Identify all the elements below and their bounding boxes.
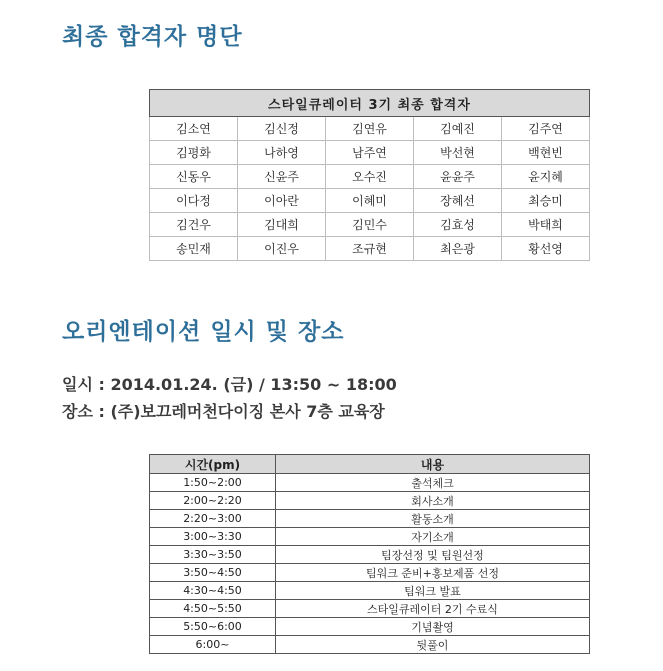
schedule-time: 5:50~6:00 <box>150 618 276 636</box>
schedule-content: 활동소개 <box>276 510 590 528</box>
finalist-name: 오수진 <box>326 165 414 189</box>
finalist-name: 남주연 <box>326 141 414 165</box>
schedule-content: 팀워크 준비+홍보제품 선정 <box>276 564 590 582</box>
table-row <box>150 237 590 261</box>
table-row <box>150 213 590 237</box>
finalist-name: 이진우 <box>238 237 326 261</box>
orientation-place: 장소 : (주)보끄레머천다이징 본사 7층 교육장 <box>62 402 385 421</box>
table-row <box>150 165 590 189</box>
finalist-name: 김신정 <box>238 117 326 141</box>
finalist-name: 김평화 <box>150 141 238 165</box>
table-row <box>150 510 590 528</box>
schedule-content: 회사소개 <box>276 492 590 510</box>
table-row <box>150 141 590 165</box>
finalist-name: 장혜선 <box>414 189 502 213</box>
table-row <box>150 600 590 618</box>
table-row <box>150 636 590 654</box>
schedule-header-time: 시간(pm) <box>150 455 276 474</box>
finalist-name: 나하영 <box>238 141 326 165</box>
finalist-name: 김소연 <box>150 117 238 141</box>
schedule-time: 6:00~ <box>150 636 276 654</box>
finalist-name: 김건우 <box>150 213 238 237</box>
finalist-name: 박태희 <box>502 213 590 237</box>
table-row <box>150 546 590 564</box>
finalist-name: 윤지혜 <box>502 165 590 189</box>
orientation-date: 일시 : 2014.01.24. (금) / 13:50 ~ 18:00 <box>62 375 397 394</box>
finalist-name: 이혜미 <box>326 189 414 213</box>
finalist-name: 최승미 <box>502 189 590 213</box>
schedule-time: 4:50~5:50 <box>150 600 276 618</box>
finalist-name: 윤윤주 <box>414 165 502 189</box>
table-row <box>150 618 590 636</box>
finalist-name: 김효성 <box>414 213 502 237</box>
schedule-time: 3:00~3:30 <box>150 528 276 546</box>
finalists-table <box>149 89 590 261</box>
schedule-time: 3:30~3:50 <box>150 546 276 564</box>
finalist-name: 황선영 <box>502 237 590 261</box>
finalist-name: 김예진 <box>414 117 502 141</box>
finalist-name: 신윤주 <box>238 165 326 189</box>
schedule-time: 3:50~4:50 <box>150 564 276 582</box>
table-row <box>150 492 590 510</box>
finalists-table-header: 스타일큐레이터 3기 최종 합격자 <box>150 90 590 117</box>
schedule-content: 스타일큐레이터 2기 수료식 <box>276 600 590 618</box>
table-row <box>150 528 590 546</box>
finalist-name: 백현빈 <box>502 141 590 165</box>
schedule-content: 팀장선정 및 팀원선정 <box>276 546 590 564</box>
finalist-name: 최은광 <box>414 237 502 261</box>
finalist-name: 송민재 <box>150 237 238 261</box>
table-row <box>150 582 590 600</box>
schedule-content: 기념촬영 <box>276 618 590 636</box>
table-row <box>150 117 590 141</box>
finalist-name: 김민수 <box>326 213 414 237</box>
table-row <box>150 474 590 492</box>
finalist-name: 김대희 <box>238 213 326 237</box>
finalist-name: 박선현 <box>414 141 502 165</box>
section-title-finalists: 최종 합격자 명단 <box>62 24 243 50</box>
table-row <box>150 564 590 582</box>
section-title-orientation: 오리엔테이션 일시 및 장소 <box>62 319 345 345</box>
finalist-name: 신동우 <box>150 165 238 189</box>
schedule-table <box>149 454 590 654</box>
schedule-time: 4:30~4:50 <box>150 582 276 600</box>
schedule-content: 출석체크 <box>276 474 590 492</box>
table-row <box>150 189 590 213</box>
schedule-content: 팀워크 발표 <box>276 582 590 600</box>
schedule-header-content: 내용 <box>276 455 590 474</box>
finalist-name: 이아란 <box>238 189 326 213</box>
schedule-content: 자기소개 <box>276 528 590 546</box>
schedule-time: 2:20~3:00 <box>150 510 276 528</box>
finalist-name: 조규현 <box>326 237 414 261</box>
schedule-time: 2:00~2:20 <box>150 492 276 510</box>
schedule-time: 1:50~2:00 <box>150 474 276 492</box>
schedule-content: 뒷풀이 <box>276 636 590 654</box>
finalist-name: 김연유 <box>326 117 414 141</box>
finalist-name: 김주연 <box>502 117 590 141</box>
finalist-name: 이다정 <box>150 189 238 213</box>
